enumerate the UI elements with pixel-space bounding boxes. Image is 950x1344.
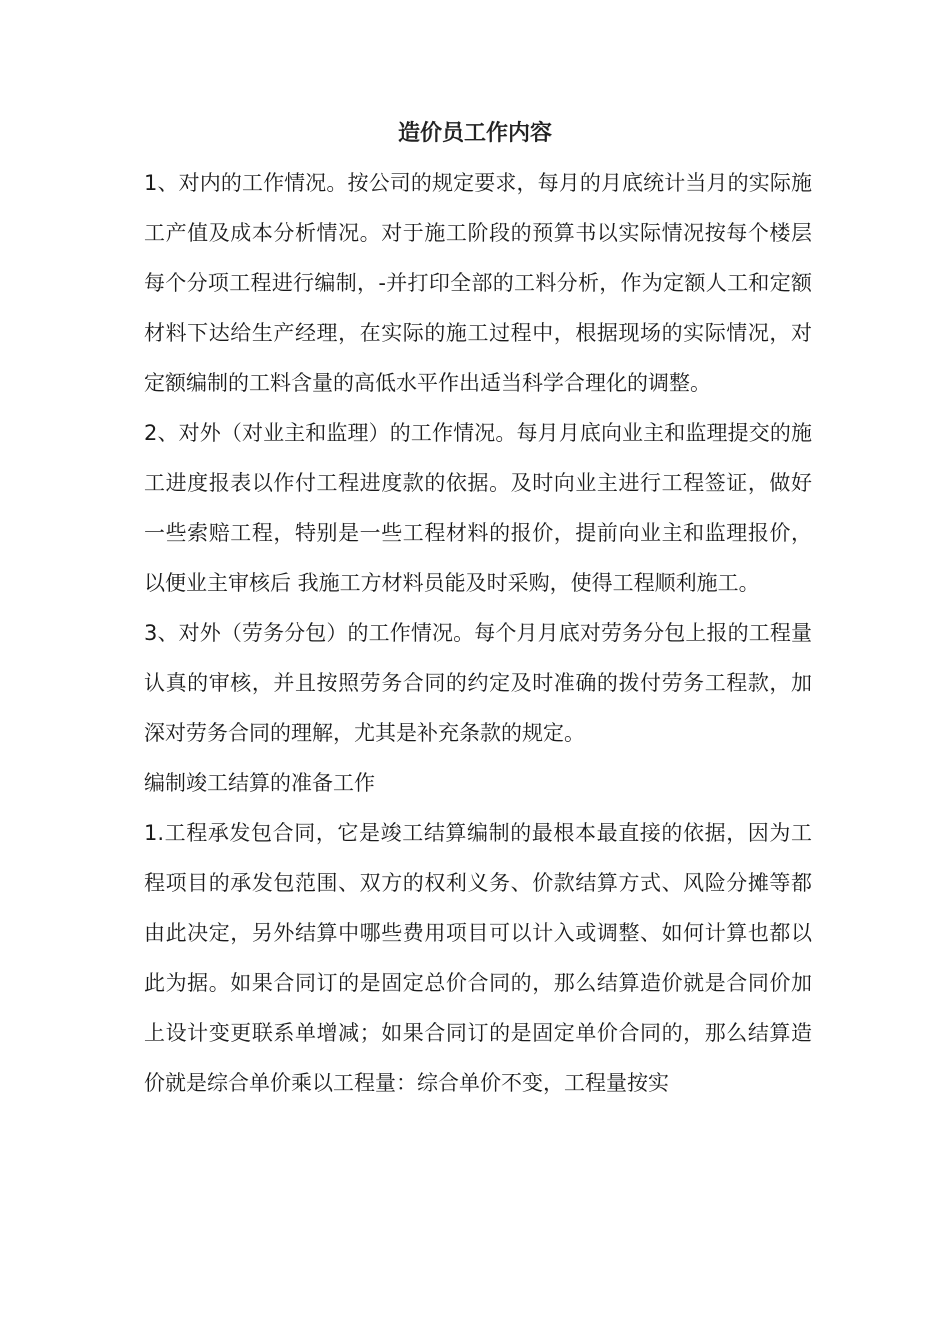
document-title: 造价员工作内容	[397, 120, 552, 146]
paragraph-contract-basis: 1.工程承发包合同，它是竣工结算编制的最根本最直接的依据，因为工程项目的承发包范围、双方的权利义务、价款结算方式、风险分摊等都由此决定，另外结算中哪些费用项目可以计入或调整、如何计算也都以此为据。如果合同订的是固定总价合同的，那么结算造价就是合同价加上设计变更联系单增减；如果合同订的是固定单价合同的，那么结算造价就是综合单价乘以工程量：综合单价不变，工程量按实	[144, 821, 812, 1095]
section-heading-settlement-prep: 编制竣工结算的准备工作	[144, 771, 375, 795]
document-body	[144, 158, 812, 1108]
paragraph-internal-work: 1、对内的工作情况。按公司的规定要求，每月的月底统计当月的实际施工产值及成本分析情况。对于施工阶段的预算书以实际情况按每个楼层每个分项工程进行编制，-并打印全部的工料分析，作为定额人工和定额材料下达给生产经理，在实际的施工过程中，根据现场的实际情况，对定额编制的工料含量的高低水平作出适当科学合理化的调整。	[144, 171, 812, 395]
paragraph-owner-supervisor-work: 2、对外（对业主和监理）的工作情况。每月月底向业主和监理提交的施工进度报表以作付工程进度款的依据。及时向业主进行工程签证，做好一些索赔工程，特别是一些工程材料的报价，提前向业主和监理报价，以便业主审核后 我施工方材料员能及时采购，使得工程顺利施工。	[144, 421, 812, 595]
paragraph-labor-subcontract-work: 3、对外（劳务分包）的工作情况。每个月月底对劳务分包上报的工程量认真的审核，并且按照劳务合同的约定及时准确的拨付劳务工程款，加深对劳务合同的理解，尤其是补充条款的规定。	[144, 621, 812, 745]
